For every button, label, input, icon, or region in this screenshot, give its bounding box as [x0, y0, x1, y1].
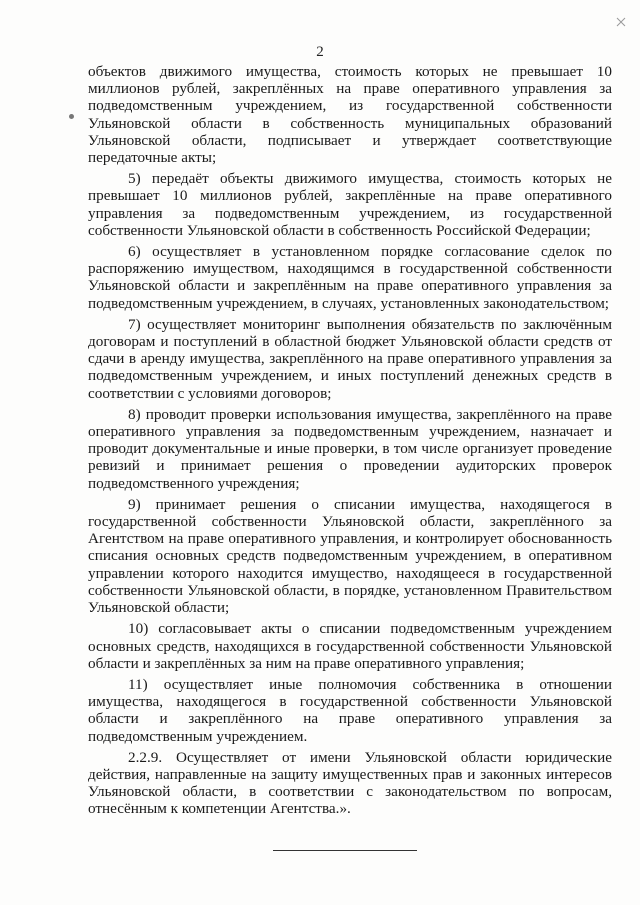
page-number: 2: [316, 44, 324, 60]
paragraph-item-7: 7) осуществляет мониторинг выполнения обязательств по заключённым договорам и поступлений в областной бюджет Ульяновской области средств от сдачи в аренду имущества, закреплённого на праве оперативного управления за подведомственным учреждением, и иных поступлений денежных средств в соответствии с условиями договоров;: [88, 315, 612, 402]
paragraph-item-8: 8) проводит проверки использования имущества, закреплённого на праве оперативного управления за подведомственным учреждением, назначает и проводит документальные и иные проверки, в том числе организует проведение ревизий и принимает решения о проведении аудиторских проверок подведомственного учреждения;: [88, 405, 612, 492]
paragraph-item-5: 5) передаёт объекты движимого имущества, стоимость которых не превышает 10 миллионов рублей, закреплённые на праве оперативного управления за подведомственным учреждением, из государственной собственности Ульяновской области в собственность Российской Федерации;: [88, 170, 612, 239]
corner-mark-icon: [616, 14, 626, 24]
paragraph-item-9: 9) принимает решения о списании имущества, находящегося в государственной собственности Ульяновской области, закреплённого за Агентством на праве оперативного управления, и контролирует обоснованность списания основных средств подведомственным учреждением, в оперативном управлении которого находится имущество, находящееся в государственной собственности Ульяновской области, в порядке, установленном Правительством Ульяновской области;: [88, 495, 612, 617]
footer-divider: [273, 850, 417, 851]
margin-dot: [69, 114, 74, 119]
paragraph-continuation: объектов движимого имущества, стоимость которых не превышает 10 миллионов рублей, закреплённых на праве оперативного управления за подведомственным учреждением, из государственной собственности Ульяновской области в собственность муниципальных образований Ульяновской области, подписывает и утверждает соответствующие передаточные акты;: [88, 63, 612, 167]
document-body: [88, 63, 612, 818]
paragraph-clause-2-2-9: 2.2.9. Осуществляет от имени Ульяновской области юридические действия, направленные на защиту имущественных прав и законных интересов Ульяновской области, в соответствии с законодательством по вопросам, отнесённым к компетенции Агентства.».: [88, 748, 612, 818]
paragraph-item-6: 6) осуществляет в установленном порядке согласование сделок по распоряжению имуществом, находящимся в государственной собственности Ульяновской области и закреплённым на праве оперативного управления за подведомственным учреждением, в случаях, установленных законодательством;: [88, 243, 612, 312]
paragraph-item-11: 11) осуществляет иные полномочия собственника в отношении имущества, находящегося в государственной собственности Ульяновской области и закреплённого на праве оперативного управления за подведомственным учреждением.: [88, 675, 612, 745]
paragraph-item-10: 10) согласовывает акты о списании подведомственным учреждением основных средств, находящихся в государственной собственности Ульяновской области и закреплённых за ним на праве оперативного управления;: [88, 620, 612, 672]
